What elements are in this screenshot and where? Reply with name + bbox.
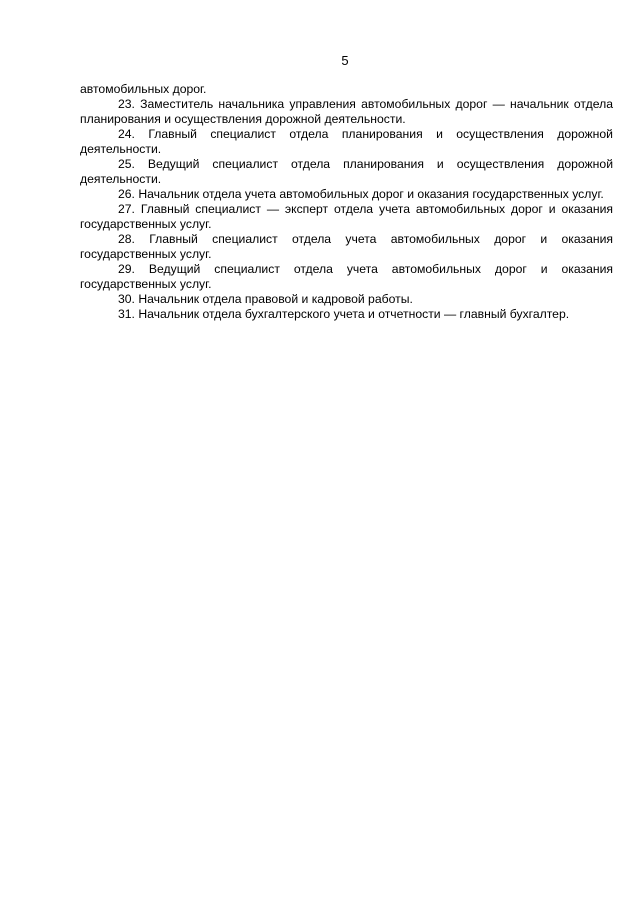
document-body: [80, 82, 613, 322]
list-item: 26. Начальник отдела учета автомобильных дорог и оказания государственных услуг.: [118, 187, 604, 201]
page-number: 5: [341, 53, 349, 68]
list-item: 30. Начальник отдела правовой и кадровой работы.: [118, 292, 413, 306]
list-item: 31. Начальник отдела бухгалтерского учета и отчетности — главный бухгалтер.: [118, 307, 570, 321]
list-item: 23. Заместитель начальника управления автомобильных дорог — начальник отдела планирования и осуществления дорожной деятельности.: [80, 97, 613, 126]
list-item: 29. Ведущий специалист отдела учета автомобильных дорог и оказания государственных услуг.: [80, 262, 613, 291]
list-item: 24. Главный специалист отдела планирования и осуществления дорожной деятельности.: [80, 127, 613, 156]
continuation-line: автомобильных дорог.: [80, 82, 207, 96]
list-item: 28. Главный специалист отдела учета автомобильных дорог и оказания государственных услуг.: [80, 232, 613, 261]
list-item: 27. Главный специалист — эксперт отдела учета автомобильных дорог и оказания государственных услуг.: [80, 202, 613, 231]
list-item: 25. Ведущий специалист отдела планирования и осуществления дорожной деятельности.: [80, 157, 613, 186]
